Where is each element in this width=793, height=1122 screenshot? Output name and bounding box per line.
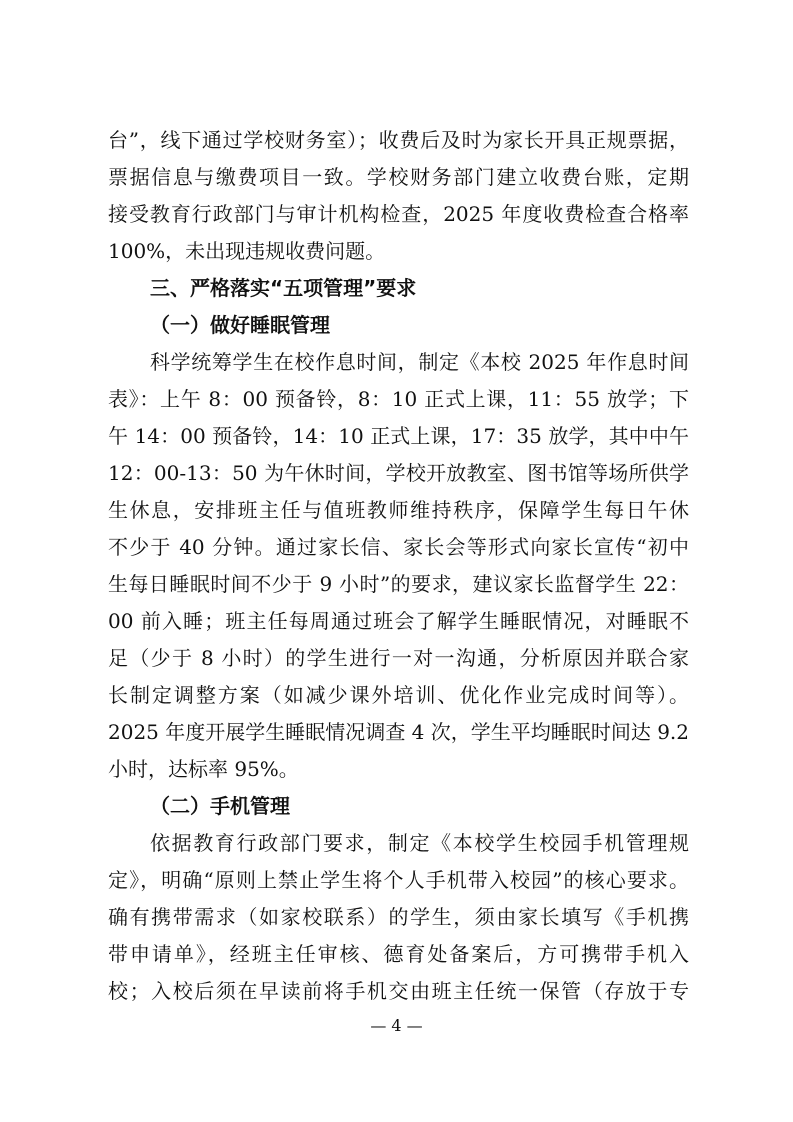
text-line: 票据信息与缴费项目一致。学校财务部门建立收费台账，定期 xyxy=(108,165,689,189)
document-body xyxy=(108,122,689,1010)
subsection-heading: （一）做好睡眠管理 xyxy=(150,313,330,337)
text-line: 长制定调整方案（如减少课外培训、优化作业完成时间等）。 xyxy=(108,683,689,707)
text-line: 定》，明确“原则上禁止学生将个人手机带入校园”的核心要求。 xyxy=(108,868,689,892)
text-line: 台”，线下通过学校财务室）；收费后及时为家长开具正规票据， xyxy=(108,128,689,152)
text-line: 不少于 40 分钟。通过家长信、家长会等形式向家长宣传“初中 xyxy=(108,535,689,559)
text-line: 确有携带需求（如家校联系）的学生，须由家长填写《手机携 xyxy=(108,905,689,929)
section-heading: 三、严格落实“五项管理”要求 xyxy=(150,276,417,300)
page-number: — 4 — xyxy=(370,1016,423,1035)
text-line: 科学统筹学生在校作息时间，制定《本校 2025 年作息时间 xyxy=(150,350,689,374)
text-line: 生每日睡眠时间不少于 9 小时”的要求，建议家长监督学生 22： xyxy=(108,572,689,596)
text-line: 接受教育行政部门与审计机构检查，2025 年度收费检查合格率 xyxy=(108,202,689,226)
text-line: 100%，未出现违规收费问题。 xyxy=(108,239,386,263)
text-line: 生休息，安排班主任与值班教师维持秩序，保障学生每日午休 xyxy=(108,498,689,522)
text-line: 小时，达标率 95%。 xyxy=(108,757,299,781)
text-line: 00 前入睡；班主任每周通过班会了解学生睡眠情况，对睡眠不 xyxy=(108,609,689,633)
text-line: 校；入校后须在早读前将手机交由班主任统一保管（存放于专 xyxy=(108,979,689,1003)
text-line: 表》：上午 8：00 预备铃，8：10 正式上课，11：55 放学；下 xyxy=(108,387,689,411)
subsection-heading: （二）手机管理 xyxy=(150,794,290,818)
text-line: 12：00-13：50 为午休时间，学校开放教室、图书馆等场所供学 xyxy=(108,461,689,485)
text-line: 足（少于 8 小时）的学生进行一对一沟通，分析原因并联合家 xyxy=(108,646,689,670)
text-line: 2025 年度开展学生睡眠情况调查 4 次，学生平均睡眠时间达 9.2 xyxy=(108,720,689,744)
text-line: 依据教育行政部门要求，制定《本校学生校园手机管理规 xyxy=(150,831,689,855)
text-line: 带申请单》，经班主任审核、德育处备案后，方可携带手机入 xyxy=(108,942,689,966)
text-line: 午 14：00 预备铃，14：10 正式上课，17：35 放学，其中中午 xyxy=(108,424,689,448)
